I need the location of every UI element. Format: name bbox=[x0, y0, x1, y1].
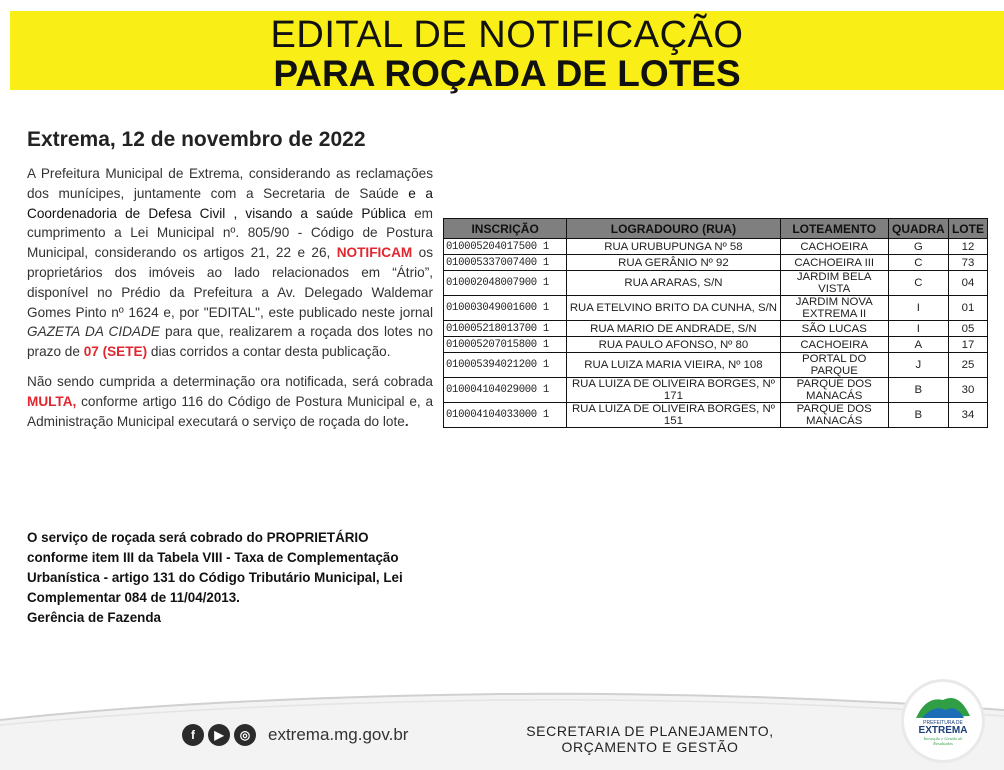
table-cell: 010005394021200 1 bbox=[444, 353, 567, 378]
table-row bbox=[444, 255, 988, 271]
svg-text:Resultados: Resultados bbox=[933, 741, 953, 746]
table-cell: RUA ARARAS, S/N bbox=[567, 271, 780, 296]
table-cell: 010003049001600 1 bbox=[444, 296, 567, 321]
table-cell: CACHOEIRA III bbox=[780, 255, 888, 271]
department-name: SECRETARIA DE PLANEJAMENTO, ORÇAMENTO E GESTÃO bbox=[526, 723, 774, 755]
table-cell: A bbox=[888, 337, 948, 353]
notificam-highlight: NOTIFICAM bbox=[336, 245, 413, 261]
table-cell: RUA PAULO AFONSO, Nº 80 bbox=[567, 337, 780, 353]
header-banner bbox=[10, 11, 1004, 94]
table-cell: 34 bbox=[948, 403, 987, 428]
table-cell: 010005204017500 1 bbox=[444, 239, 567, 255]
table-cell: B bbox=[888, 403, 948, 428]
table-cell: PARQUE DOS MANACÁS bbox=[780, 378, 888, 403]
table-cell: C bbox=[888, 271, 948, 296]
table-cell: RUA LUIZA DE OLIVEIRA BORGES, Nº 151 bbox=[567, 403, 780, 428]
table-cell: RUA ETELVINO BRITO DA CUNHA, S/N bbox=[567, 296, 780, 321]
table-row bbox=[444, 296, 988, 321]
table-cell: SÃO LUCAS bbox=[780, 321, 888, 337]
paragraph-notification: A Prefeitura Municipal de Extrema, considerando as reclamações dos munícipes, juntamente com a Secretaria de Saúde e a Coordenadoria de Defesa Civil , visando a saúde Pública em cumprimento a Lei Municipal nº. 805/90 - Código de Postura Municipal, considerando os artigos 21, 22 e 26, NOTIFICAM os proprietários dos imóveis ao lado relacionados em “Átrio”, disponível no Prédio da Prefeitura a Av. Delegado Waldemar Gomes Pinto nº 1624 e, por "EDITAL", este publicado neste jornal GAZETA DA CIDADE para que, realizarem a roçada dos lotes no prazo de 07 (SETE) dias corridos a contar desta publicação. bbox=[27, 166, 433, 360]
table-cell: 01 bbox=[948, 296, 987, 321]
table-cell: I bbox=[888, 321, 948, 337]
billing-note: O serviço de roçada será cobrado do PROPRIETÁRIO conforme item III da Tabela VIII - Taxa de Complementação Urbanística - artigo 131 do Código Tributário Municipal, Lei Complementar 084 de 11/04/2013. Gerência de Fazenda bbox=[27, 530, 403, 625]
table-row bbox=[444, 353, 988, 378]
table-cell: I bbox=[888, 296, 948, 321]
social-icons bbox=[182, 724, 256, 746]
table-header-row bbox=[444, 219, 988, 239]
table-cell: G bbox=[888, 239, 948, 255]
notice-body bbox=[27, 164, 433, 441]
table-cell: C bbox=[888, 255, 948, 271]
table-cell: RUA LUIZA DE OLIVEIRA BORGES, Nº 171 bbox=[567, 378, 780, 403]
table-cell: 05 bbox=[948, 321, 987, 337]
table-row bbox=[444, 239, 988, 255]
newspaper-name: GAZETA DA CIDADE bbox=[27, 324, 160, 340]
instagram-icon[interactable]: ◎ bbox=[234, 724, 256, 746]
table-cell: 010005337007400 1 bbox=[444, 255, 567, 271]
table-cell: 04 bbox=[948, 271, 987, 296]
table-cell: CACHOEIRA bbox=[780, 337, 888, 353]
table-cell: CACHOEIRA bbox=[780, 239, 888, 255]
facebook-icon[interactable]: f bbox=[182, 724, 204, 746]
table-cell: 010005207015800 1 bbox=[444, 337, 567, 353]
city-logo bbox=[904, 682, 982, 760]
column-header: LOTEAMENTO bbox=[780, 219, 888, 239]
table-cell: PARQUE DOS MANACÁS bbox=[780, 403, 888, 428]
footer-wave bbox=[0, 680, 1004, 770]
table-cell: RUA GERÂNIO Nº 92 bbox=[567, 255, 780, 271]
table-cell: 010004104029000 1 bbox=[444, 378, 567, 403]
header-title-line1: EDITAL DE NOTIFICAÇÃO bbox=[270, 14, 744, 56]
column-header: QUADRA bbox=[888, 219, 948, 239]
svg-text:PREFEITURA DE: PREFEITURA DE bbox=[923, 720, 963, 726]
table-cell: B bbox=[888, 378, 948, 403]
website-link[interactable]: extrema.mg.gov.br bbox=[268, 725, 409, 744]
table-cell: 010004104033000 1 bbox=[444, 403, 567, 428]
table-row bbox=[444, 337, 988, 353]
paragraph-penalty: Não sendo cumprida a determinação ora notificada, será cobrada MULTA, conforme artigo 116 do Código de Postura Municipal e, a Administração Municipal executará o serviço de roçada do lote. bbox=[27, 373, 433, 429]
table-cell: 25 bbox=[948, 353, 987, 378]
table-cell: 12 bbox=[948, 239, 987, 255]
multa-highlight: MULTA, bbox=[27, 393, 77, 409]
table-cell: RUA LUIZA MARIA VIEIRA, Nº 108 bbox=[567, 353, 780, 378]
table-cell: RUA MARIO DE ANDRADE, S/N bbox=[567, 321, 780, 337]
table-cell: 73 bbox=[948, 255, 987, 271]
deadline-highlight: 07 (SETE) bbox=[83, 344, 148, 360]
table-row bbox=[444, 378, 988, 403]
column-header: INSCRIÇÃO bbox=[444, 219, 567, 239]
svg-text:Inovação e Gestão de: Inovação e Gestão de bbox=[923, 736, 963, 741]
youtube-icon[interactable]: ▶ bbox=[208, 724, 230, 746]
notice-date: Extrema, 12 de novembro de 2022 bbox=[27, 128, 366, 151]
table-cell: 010005218013700 1 bbox=[444, 321, 567, 337]
table-row bbox=[444, 403, 988, 428]
table-cell: J bbox=[888, 353, 948, 378]
table-cell: 17 bbox=[948, 337, 987, 353]
svg-text:EXTREMA: EXTREMA bbox=[918, 725, 968, 736]
table-cell: RUA URUBUPUNGA Nº 58 bbox=[567, 239, 780, 255]
table-cell: JARDIM NOVA EXTREMA II bbox=[780, 296, 888, 321]
table-row bbox=[444, 271, 988, 296]
table-cell: 010002048007900 1 bbox=[444, 271, 567, 296]
table-cell: 30 bbox=[948, 378, 987, 403]
table-row bbox=[444, 321, 988, 337]
column-header: LOGRADOURO (RUA) bbox=[567, 219, 780, 239]
table-cell: JARDIM BELA VISTA bbox=[780, 271, 888, 296]
lots-table bbox=[443, 218, 988, 428]
column-header: LOTE bbox=[948, 219, 987, 239]
table-cell: PORTAL DO PARQUE bbox=[780, 353, 888, 378]
header-title-line2: PARA ROÇADA DE LOTES bbox=[273, 53, 741, 94]
